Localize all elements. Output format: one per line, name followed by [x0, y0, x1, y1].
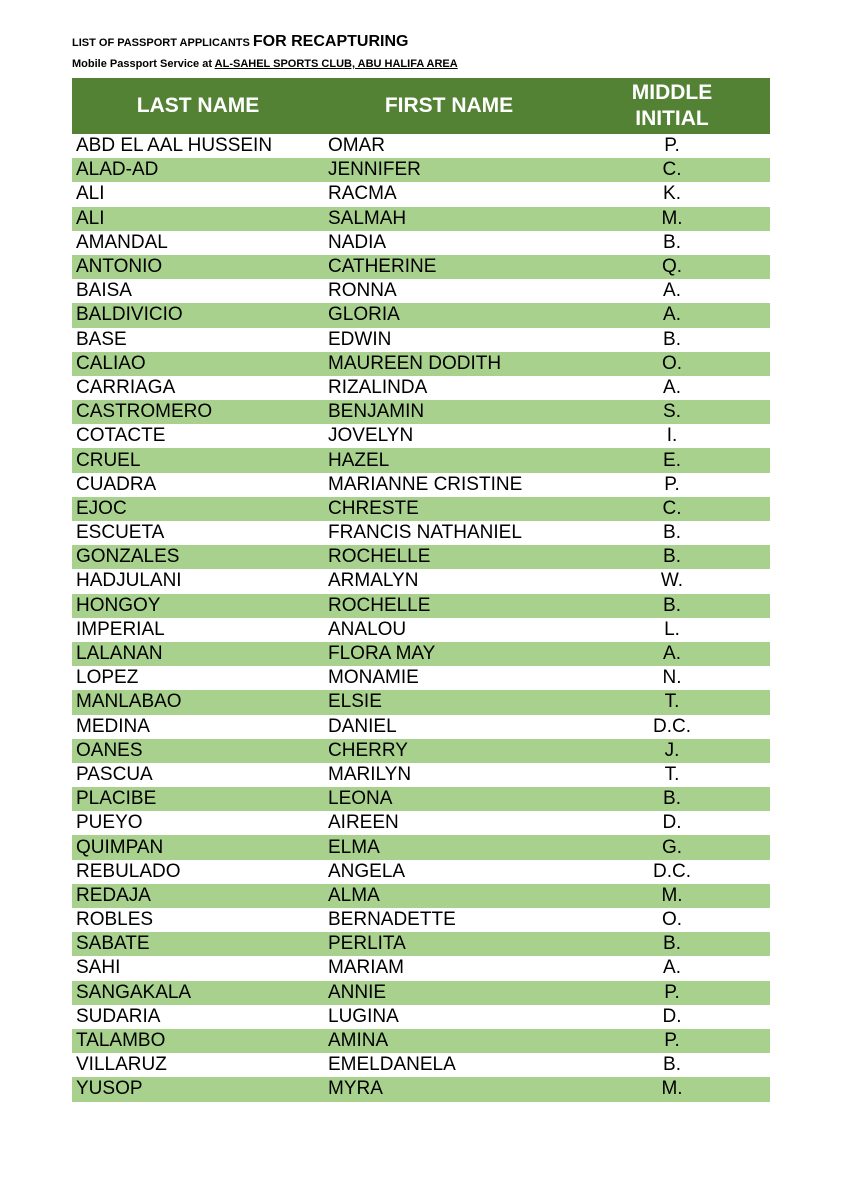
table-row — [72, 956, 770, 980]
last-name-cell: IMPERIAL — [76, 618, 165, 640]
first-name-cell: EDWIN — [328, 328, 392, 350]
table-header — [72, 78, 770, 134]
last-name-cell: MEDINA — [76, 715, 150, 737]
first-name-cell: HAZEL — [328, 449, 390, 471]
middle-initial-cell: O. — [661, 352, 683, 374]
table-row — [72, 1005, 770, 1029]
middle-initial-header-line2: INITIAL — [635, 107, 709, 130]
first-name-cell: MARIAM — [328, 957, 404, 979]
table-row — [72, 739, 770, 763]
middle-initial-cell: S. — [663, 401, 681, 423]
last-name-cell: HADJULANI — [76, 570, 182, 592]
title-emphasis: FOR RECAPTURING — [252, 33, 409, 50]
first-name-cell: LEONA — [328, 788, 393, 810]
middle-initial-cell: G. — [661, 836, 683, 858]
first-name-cell: MARIANNE CRISTINE — [328, 473, 523, 495]
table-row — [72, 134, 770, 158]
column-header-last-name: LAST NAME — [136, 94, 260, 117]
table-row — [72, 182, 770, 206]
middle-initial-cell: D.C. — [653, 860, 691, 882]
table-row — [72, 594, 770, 618]
subtitle-prefix: Mobile Passport Service at — [72, 58, 215, 70]
table-row — [72, 231, 770, 255]
middle-initial-cell: A. — [663, 376, 681, 398]
table-row — [72, 642, 770, 666]
first-name-cell: RIZALINDA — [328, 376, 428, 398]
middle-initial-cell: C. — [662, 159, 682, 181]
last-name-cell: REDAJA — [76, 884, 151, 906]
table-row — [72, 860, 770, 884]
middle-initial-cell: P. — [664, 1030, 680, 1052]
first-name-cell: ANGELA — [328, 860, 406, 882]
first-name-cell: ROCHELLE — [328, 594, 431, 616]
middle-initial-cell: W. — [660, 570, 684, 592]
first-name-cell: ROCHELLE — [328, 546, 431, 568]
last-name-cell: COTACTE — [76, 425, 166, 447]
table-row — [72, 1077, 770, 1101]
column-header-middle-initial — [574, 78, 770, 134]
table-row — [72, 376, 770, 400]
middle-initial-cell: B. — [663, 788, 681, 810]
table-row — [72, 787, 770, 811]
first-name-cell: MONAMIE — [328, 667, 419, 689]
last-name-cell: GONZALES — [76, 546, 180, 568]
document-subtitle — [72, 57, 772, 71]
last-name-cell: BAISA — [76, 280, 132, 302]
middle-initial-cell: C. — [662, 497, 682, 519]
last-name-cell: CUADRA — [76, 473, 157, 495]
last-name-cell: ANTONIO — [76, 256, 163, 278]
last-name-cell: CASTROMERO — [76, 401, 213, 423]
first-name-cell: SALMAH — [328, 207, 407, 229]
table-body — [72, 134, 770, 1102]
middle-initial-header-line1: MIDDLE — [631, 81, 713, 104]
middle-initial-cell: A. — [663, 643, 681, 665]
middle-initial-cell: A. — [663, 304, 681, 326]
last-name-cell: PLACIBE — [76, 788, 157, 810]
middle-initial-cell: A. — [663, 957, 681, 979]
table-row — [72, 932, 770, 956]
document-header — [72, 32, 772, 71]
middle-initial-cell: B. — [663, 933, 681, 955]
last-name-cell: SAHI — [76, 957, 121, 979]
middle-initial-cell: A. — [663, 280, 681, 302]
middle-initial-cell: I. — [666, 425, 678, 447]
document-title — [72, 32, 772, 53]
first-name-cell: GLORIA — [328, 304, 400, 326]
table-row — [72, 811, 770, 835]
table-row — [72, 884, 770, 908]
middle-initial-cell: O. — [661, 909, 683, 931]
middle-initial-cell: T. — [664, 763, 680, 785]
middle-initial-cell: D. — [662, 1005, 682, 1027]
last-name-cell: QUIMPAN — [76, 836, 164, 858]
first-name-cell: ELMA — [328, 836, 380, 858]
first-name-cell: ANNIE — [328, 981, 387, 1003]
last-name-cell: EJOC — [76, 497, 127, 519]
middle-initial-cell: Q. — [661, 256, 683, 278]
first-name-cell: RONNA — [328, 280, 397, 302]
last-name-cell: ALI — [76, 183, 105, 205]
table-row — [72, 158, 770, 182]
table-row — [72, 569, 770, 593]
last-name-cell: TALAMBO — [76, 1030, 166, 1052]
first-name-cell: FLORA MAY — [328, 643, 436, 665]
last-name-cell: PASCUA — [76, 763, 153, 785]
last-name-cell: ALAD-AD — [76, 159, 159, 181]
first-name-cell: MARILYN — [328, 763, 412, 785]
first-name-cell: CHRESTE — [328, 497, 419, 519]
table-row — [72, 1029, 770, 1053]
first-name-cell: ELSIE — [328, 691, 382, 713]
last-name-cell: BALDIVICIO — [76, 304, 183, 326]
middle-initial-cell: B. — [663, 1054, 681, 1076]
middle-initial-cell: M. — [661, 884, 683, 906]
first-name-cell: MYRA — [328, 1078, 383, 1100]
middle-initial-cell: B. — [663, 522, 681, 544]
middle-initial-cell: M. — [661, 1078, 683, 1100]
middle-initial-cell: M. — [661, 207, 683, 229]
last-name-cell: ROBLES — [76, 909, 154, 931]
last-name-cell: SABATE — [76, 933, 150, 955]
last-name-cell: CARRIAGA — [76, 376, 176, 398]
table-row — [72, 763, 770, 787]
table-row — [72, 473, 770, 497]
first-name-cell: JOVELYN — [328, 425, 414, 447]
last-name-cell: CALIAO — [76, 352, 146, 374]
header-row — [72, 78, 770, 134]
table-row — [72, 303, 770, 327]
last-name-cell: ALI — [76, 207, 105, 229]
table-row — [72, 400, 770, 424]
table-row — [72, 424, 770, 448]
first-name-cell: OMAR — [328, 135, 385, 157]
last-name-cell: AMANDAL — [76, 231, 168, 253]
table-row — [72, 255, 770, 279]
middle-initial-cell: D. — [662, 812, 682, 834]
last-name-cell: HONGOY — [76, 594, 161, 616]
table-row — [72, 545, 770, 569]
table-row — [72, 715, 770, 739]
title-prefix: LIST OF PASSPORT APPLICANTS — [72, 37, 253, 49]
last-name-cell: OANES — [76, 739, 143, 761]
first-name-cell: ALMA — [328, 884, 380, 906]
table-row — [72, 279, 770, 303]
middle-initial-cell: D.C. — [653, 715, 691, 737]
middle-initial-cell: B. — [663, 594, 681, 616]
table-row — [72, 352, 770, 376]
first-name-cell: FRANCIS NATHANIEL — [328, 522, 522, 544]
table-row — [72, 497, 770, 521]
last-name-cell: SANGAKALA — [76, 981, 192, 1003]
table-row — [72, 835, 770, 859]
table-row — [72, 690, 770, 714]
table-row — [72, 981, 770, 1005]
middle-initial-cell: K. — [663, 183, 681, 205]
middle-initial-cell: B. — [663, 231, 681, 253]
table-row — [72, 521, 770, 545]
middle-initial-cell: T. — [664, 691, 680, 713]
last-name-cell: SUDARIA — [76, 1005, 161, 1027]
table-row — [72, 666, 770, 690]
first-name-cell: ARMALYN — [328, 570, 419, 592]
first-name-cell: AMINA — [328, 1030, 389, 1052]
column-header-first-name: FIRST NAME — [384, 94, 514, 117]
first-name-cell: ANALOU — [328, 618, 407, 640]
first-name-cell: CHERRY — [328, 739, 408, 761]
table-row — [72, 328, 770, 352]
first-name-cell: DANIEL — [328, 715, 397, 737]
table-row — [72, 207, 770, 231]
last-name-cell: BASE — [76, 328, 127, 350]
middle-initial-cell: B. — [663, 546, 681, 568]
last-name-cell: ABD EL AAL HUSSEIN — [76, 135, 273, 157]
first-name-cell: AIREEN — [328, 812, 399, 834]
table-row — [72, 448, 770, 472]
middle-initial-cell: N. — [662, 667, 682, 689]
subtitle-location: AL-SAHEL SPORTS CLUB, ABU HALIFA AREA — [214, 58, 458, 70]
last-name-cell: LOPEZ — [76, 667, 139, 689]
first-name-cell: MAUREEN DODITH — [328, 352, 502, 374]
middle-initial-cell: P. — [664, 135, 680, 157]
last-name-cell: REBULADO — [76, 860, 181, 882]
middle-initial-cell: P. — [664, 473, 680, 495]
first-name-cell: RACMA — [328, 183, 397, 205]
middle-initial-cell: J. — [664, 739, 680, 761]
last-name-cell: VILLARUZ — [76, 1054, 167, 1076]
first-name-cell: PERLITA — [328, 933, 406, 955]
middle-initial-cell: E. — [663, 449, 681, 471]
first-name-cell: CATHERINE — [328, 256, 437, 278]
last-name-cell: PUEYO — [76, 812, 143, 834]
last-name-cell: YUSOP — [76, 1078, 143, 1100]
applicants-table — [72, 78, 770, 1102]
first-name-cell: NADIA — [328, 231, 387, 253]
last-name-cell: ESCUETA — [76, 522, 165, 544]
table-row — [72, 618, 770, 642]
middle-initial-cell: B. — [663, 328, 681, 350]
first-name-cell: JENNIFER — [328, 159, 421, 181]
last-name-cell: LALANAN — [76, 643, 163, 665]
middle-initial-cell: L. — [664, 618, 680, 640]
first-name-cell: BENJAMIN — [328, 401, 425, 423]
first-name-cell: BERNADETTE — [328, 909, 456, 931]
last-name-cell: CRUEL — [76, 449, 141, 471]
table-row — [72, 908, 770, 932]
middle-initial-cell: P. — [664, 981, 680, 1003]
last-name-cell: MANLABAO — [76, 691, 182, 713]
first-name-cell: EMELDANELA — [328, 1054, 456, 1076]
table-row — [72, 1053, 770, 1077]
first-name-cell: LUGINA — [328, 1005, 399, 1027]
